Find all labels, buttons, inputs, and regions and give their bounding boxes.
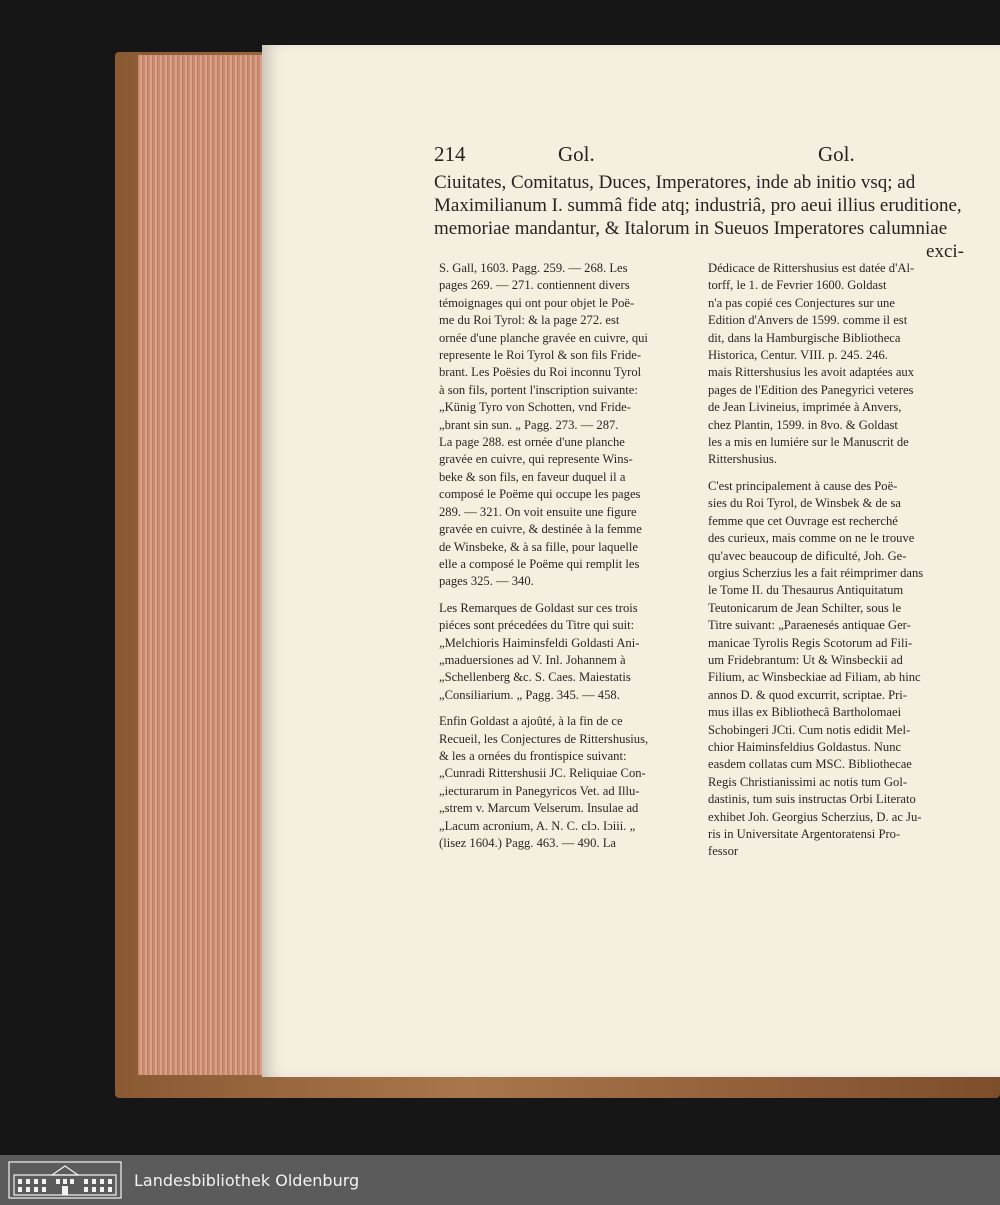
text-line: Edition d'Anvers de 1599. comme il est: [708, 313, 908, 328]
text-line: La page 288. est ornée d'une planche: [439, 435, 625, 450]
text-line: easdem collatas cum MSC. Bibliothecae: [708, 757, 912, 772]
library-building-logo-icon: [8, 1161, 122, 1199]
text-line: torff, le 1. de Fevrier 1600. Goldast: [708, 278, 887, 293]
text-line: à son fils, portent l'inscription suivante:: [439, 382, 638, 397]
text-line: n'a pas copié ces Conjectures sur une: [708, 295, 895, 310]
text-line: „iecturarum in Panegyricos Vet. ad Illu-: [439, 783, 640, 798]
text-line: annos D. & quod excurrit, scriptae. Pri-: [708, 687, 908, 702]
text-line: fessor: [708, 844, 739, 859]
text-line: Historica, Centur. VIII. p. 245. 246.: [708, 348, 888, 363]
text-line: Recueil, les Conjectures de Rittershusius,: [439, 731, 649, 746]
text-line: „Lacum acronium, A. N. C. cIɔ. Iɔiii. „: [439, 818, 636, 833]
top-text-line: Ciuitates, Comitatus, Duces, Imperatores, inde ab initio vsq; ad: [434, 172, 916, 193]
text-line: dastinis, tum suis instructas Orbi Literato: [708, 792, 916, 807]
text-line: 289. — 321. On voit ensuite une figure: [439, 504, 637, 519]
text-line: Enfin Goldast a ajoûté, à la fin de ce: [439, 714, 623, 729]
text-line: Regis Christianissimi ac notis tum Gol-: [708, 774, 908, 789]
top-text-line: Maximilianum I. summâ fide atq; industriâ, pro aeui illius eruditione,: [434, 195, 962, 216]
top-latin-text: [434, 171, 964, 263]
text-line: piéces sont précedées du Titre qui suit:: [439, 618, 635, 633]
text-line: brant. Les Poësies du Roi inconnu Tyrol: [439, 365, 642, 380]
text-line: „brant sin sun. „ Pagg. 273. — 287.: [439, 417, 619, 432]
text-line: les a mis en lumiére sur le Manuscrit de: [708, 435, 909, 450]
text-line: chior Haiminsfeldius Goldastus. Nunc: [708, 739, 902, 754]
text-line: pages 325. — 340.: [439, 574, 534, 589]
text-line: „Cunradi Rittershusii JC. Reliquiae Con-: [439, 766, 646, 781]
text-line: um Fridebrantum: Ut & Winsbeckii ad: [708, 652, 903, 667]
text-line: „strem v. Marcum Velserum. Insulae ad: [439, 801, 639, 816]
text-line: Filium, ac Winsbeckiae ad Filiam, ab hinc: [708, 670, 921, 685]
text-line: composé le Poëme qui occupe les pages: [439, 487, 641, 502]
text-line: S. Gall, 1603. Pagg. 259. — 268. Les: [439, 261, 628, 275]
text-line: des curieux, mais comme on ne le trouve: [708, 531, 915, 546]
paragraph-gap: [439, 591, 697, 600]
text-line: sies du Roi Tyrol, de Winsbek & de sa: [708, 496, 901, 511]
left-text-column: [439, 260, 697, 852]
text-line: represente le Roi Tyrol & son fils Fride-: [439, 348, 642, 363]
text-line: Les Remarques de Goldast sur ces trois: [439, 600, 638, 615]
library-name: Landesbibliothek Oldenburg: [134, 1170, 360, 1190]
text-line: me du Roi Tyrol: & la page 272. est: [439, 313, 620, 328]
library-footer-bar: [0, 1155, 1000, 1205]
text-line: „Schellenberg &c. S. Caes. Maiestatis: [439, 670, 631, 685]
text-line: Rittershusius.: [708, 452, 777, 467]
text-line: (lisez 1604.) Pagg. 463. — 490. La: [439, 836, 616, 850]
text-line: & les a ornées du frontispice suivant:: [439, 748, 627, 763]
text-line: elle a composé le Poëme qui remplit les: [439, 556, 640, 571]
top-text-line: exci-: [926, 241, 964, 262]
text-line: pages 269. — 271. contiennent divers: [439, 278, 630, 293]
text-line: mus illas ex Bibliothecâ Bartholomaei: [708, 705, 902, 720]
text-line: C'est principalement à cause des Poë-: [708, 478, 898, 493]
text-line: beke & son fils, en faveur duquel il a: [439, 469, 626, 484]
text-line: exhibet Joh. Georgius Scherzius, D. ac Ju-: [708, 809, 922, 824]
text-line: orgius Scherzius les a fait réimprimer dans: [708, 565, 924, 580]
text-line: femme que cet Ouvrage est recherché: [708, 513, 898, 528]
running-head-right: Gol.: [818, 142, 855, 166]
text-line: gravée en cuivre, & destinée à la femme: [439, 522, 642, 537]
top-text-line: memoriae mandantur, & Italorum in Sueuos Imperatores calumniae: [434, 218, 948, 239]
text-line: le Tome II. du Thesaurus Antiquitatum: [708, 583, 904, 598]
text-line: dit, dans la Hamburgische Bibliotheca: [708, 330, 901, 345]
text-line: „Consiliarium. „ Pagg. 345. — 458.: [439, 687, 620, 702]
text-line: témoignages qui ont pour objet le Poë-: [439, 295, 635, 310]
text-line: Schobingeri JCti. Cum notis edidit Mel-: [708, 722, 911, 737]
text-line: Teutonicarum de Jean Schilter, sous le: [708, 600, 902, 615]
text-line: gravée en cuivre, qui represente Wins-: [439, 452, 633, 467]
text-line: de Jean Livineius, imprimée à Anvers,: [708, 400, 902, 415]
text-line: pages de l'Edition des Panegyrici veteres: [708, 382, 914, 397]
text-line: qu'avec beaucoup de dificulté, Joh. Ge-: [708, 548, 907, 563]
book-page: [262, 45, 1000, 1077]
text-line: ornée d'une planche gravée en cuivre, qui: [439, 330, 648, 345]
text-line: manicae Tyrolis Regis Scotorum ad Fili-: [708, 635, 913, 650]
text-line: Dédicace de Rittershusius est datée d'Al-: [708, 261, 915, 275]
running-head-left: Gol.: [558, 142, 595, 166]
page-number: 214: [434, 142, 466, 166]
text-line: „Künig Tyro von Schotten, vnd Fride-: [439, 400, 631, 415]
text-line: Titre suivant: „Paraenesés antiquae Ger-: [708, 618, 911, 633]
page-fore-edge: [138, 55, 264, 1075]
text-line: mais Rittershusius les avoit adaptées aux: [708, 365, 915, 380]
paragraph-gap: [439, 704, 697, 713]
paragraph-gap: [708, 469, 966, 478]
text-line: „maduersiones ad V. Inl. Johannem à: [439, 652, 626, 667]
right-text-column: [708, 260, 966, 861]
text-line: de Winsbeke, & à sa fille, pour laquelle: [439, 539, 638, 554]
text-line: chez Plantin, 1599. in 8vo. & Goldast: [708, 417, 898, 432]
text-line: ris in Universitate Argentoratensi Pro-: [708, 827, 901, 841]
text-line: „Melchioris Haiminsfeldi Goldasti Ani-: [439, 635, 640, 650]
